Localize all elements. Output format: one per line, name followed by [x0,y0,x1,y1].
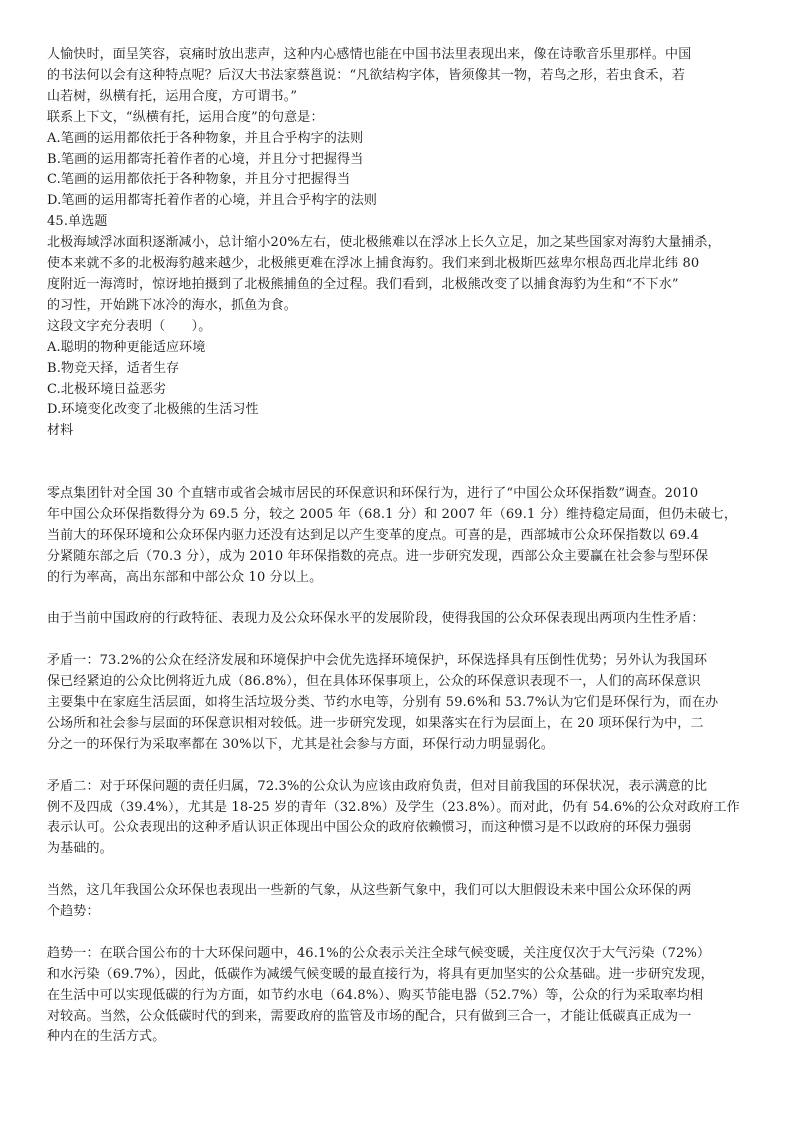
material-paragraph-3 [47,651,763,756]
text-line: 例不及四成（39.4%），尤其是 18-25 岁的青年（32.8%）及学生（23.8%）。而对此，仍有 54.6%的公众对政府工作 [47,799,740,815]
material-paragraph-4 [47,777,763,861]
text-line: 公场所和社会参与层面的环保意识相对较低。进一步研究发现，如果落实在行为层面上，在 20 项环保行为中，二 [47,715,704,731]
text-line: 分之一的环保行为采取率都在 30%以下，尤其是社会参与方面，环保行动力明显弱化。 [47,736,555,752]
material-paragraph-6 [47,944,763,1049]
text-line: 种内在的生活方式。 [47,1029,166,1045]
text-line: 表示认可。公众表现出的这种矛盾认识正体现出中国公众的政府依赖惯习，而这种惯习是不以政府的环保力强弱 [47,820,692,836]
option-c: C.北极环境日益恶劣 [47,381,167,397]
question-number: 45.单选题 [47,214,108,230]
text-line: 当然，这几年我国公众环保也表现出一些新的气象，从这些新气象中，我们可以大胆假设未来中国公众环保的两 [47,883,692,899]
option-b: B.笔画的运用都寄托着作者的心境，并且分寸把握得当 [47,151,364,167]
text-line: 主要集中在家庭生活层面，如将生活垃圾分类、节约水电等，分别有 59.6%和 53.7%认为它们是环保行为，而在办 [47,695,719,711]
text-line: 由于当前中国政府的行政特征、表现力及公众环保水平的发展阶段，使得我国的公众环保表现出两项内生性矛盾： [47,611,705,627]
question-prompt: 联系上下文，“纵横有托，运用合度”的句意是： [47,109,324,125]
question-prompt: 这段文字充分表明（ ）。 [47,318,212,334]
material-paragraph-2 [47,609,763,630]
text-line: 人愉快时，面呈笑容，哀痛时放出悲声，这种内心感情也能在中国书法里表现出来，像在诗歌音乐里那样。中国 [47,47,692,62]
text-line: 使本来就不多的北极海豹越来越少，北极熊更难在浮冰上捕食海豹。我们来到北极斯匹兹卑尔根岛西北岸北纬 80 [47,256,700,272]
text-line: 零点集团针对全国 30 个直辖市或省会城市居民的环保意识和环保行为，进行了“中国公众环保指数”调查。2010 [47,486,699,501]
text-line: 和水污染（69.7%），因此，低碳作为减缓气候变暖的最直接行为，将具有更加坚实的公众基础。进一步研究发现， [47,966,714,982]
text-line: 为基础的。 [47,841,113,857]
text-line: 的行为率高，高出东部和中部公众 10 分以上。 [47,569,323,585]
material-paragraph-1 [47,484,763,589]
text-line: 保已经紧迫的公众比例将近九成（86.8%），但在具体环保事项上，公众的环保意识表现不一，人们的高环保意识 [47,674,701,690]
text-line: 个趋势： [47,904,100,920]
text-line: 矛盾二：对于环保问题的责任归属，72.3%的公众认为应该由政府负责，但对目前我国的环保状况，表示满意的比 [47,778,708,794]
question-block [47,45,763,442]
text-line: 矛盾一：73.2%的公众在经济发展和环境保护中会优先选择环境保护，环保选择具有压倒性优势；另外认为我国环 [47,653,708,669]
text-line: 年中国公众环保指数得分为 69.5 分，较之 2005 年（68.1 分）和 2007 年（69.1 分）维持稳定局面，但仍未破七， [47,506,737,522]
text-line: 度附近一海湾时，惊讶地拍摄到了北极熊捕鱼的全过程。我们看到，北极熊改变了以捕食海豹为生和“不下水” [47,276,679,292]
document-page [47,45,763,1048]
text-line: 北极海域浮冰面积逐渐减小，总计缩小20%左右，使北极熊难以在浮冰上长久立足，加之某些国家对海豹大量捕杀， [47,235,721,251]
text-line: 趋势一：在联合国公布的十大环保问题中，46.1%的公众表示关注全球气候变暖，关注度仅次于大气污染（72%） [47,945,711,961]
option-d: D.环境变化改变了北极熊的生活习性 [47,402,259,418]
option-c: C.笔画的运用都依托于各种物象，并且分寸把握得当 [47,172,351,188]
option-a: A.聪明的物种更能适应环境 [47,339,206,355]
text-line: 当前大的环保环境和公众环保内驱力还没有达到足以产生变革的度点。可喜的是，西部城市公众环保指数以 69.4 [47,527,699,543]
option-a: A.笔画的运用都依托于各种物象，并且合乎构字的法则 [47,130,364,146]
text-line: 在生活中可以实现低碳的行为方面，如节约水电（64.8%）、购买节能电器（52.7%）等，公众的行为采取率均相 [47,987,704,1003]
material-paragraph-5 [47,881,763,923]
section-heading: 材料 [47,423,74,439]
text-line: 对较高。当然，公众低碳时代的到来，需要政府的监管及市场的配合，只有做到三合一，才能让低碳真正成为一 [47,1008,692,1024]
text-line: 分紧随东部之后（70.3 分），成为 2010 年环保指数的亮点。进一步研究发现，西部公众主要赢在社会参与型环保 [47,548,709,564]
text-line: 山若树，纵横有托，运用合度，方可谓书。” [47,88,298,104]
option-d: D.笔画的运用都寄托着作者的心境，并且合乎构字的法则 [47,193,377,209]
text-line: 的书法何以会有这种特点呢？后汉大书法家蔡邕说：“凡欲结构字体，皆须像其一物，若鸟之形，若虫食禾，若 [47,67,685,83]
text-line: 的习性，开始跳下冰冷的海水，抓鱼为食。 [47,297,297,313]
option-b: B.物竞天择，适者生存 [47,360,180,376]
